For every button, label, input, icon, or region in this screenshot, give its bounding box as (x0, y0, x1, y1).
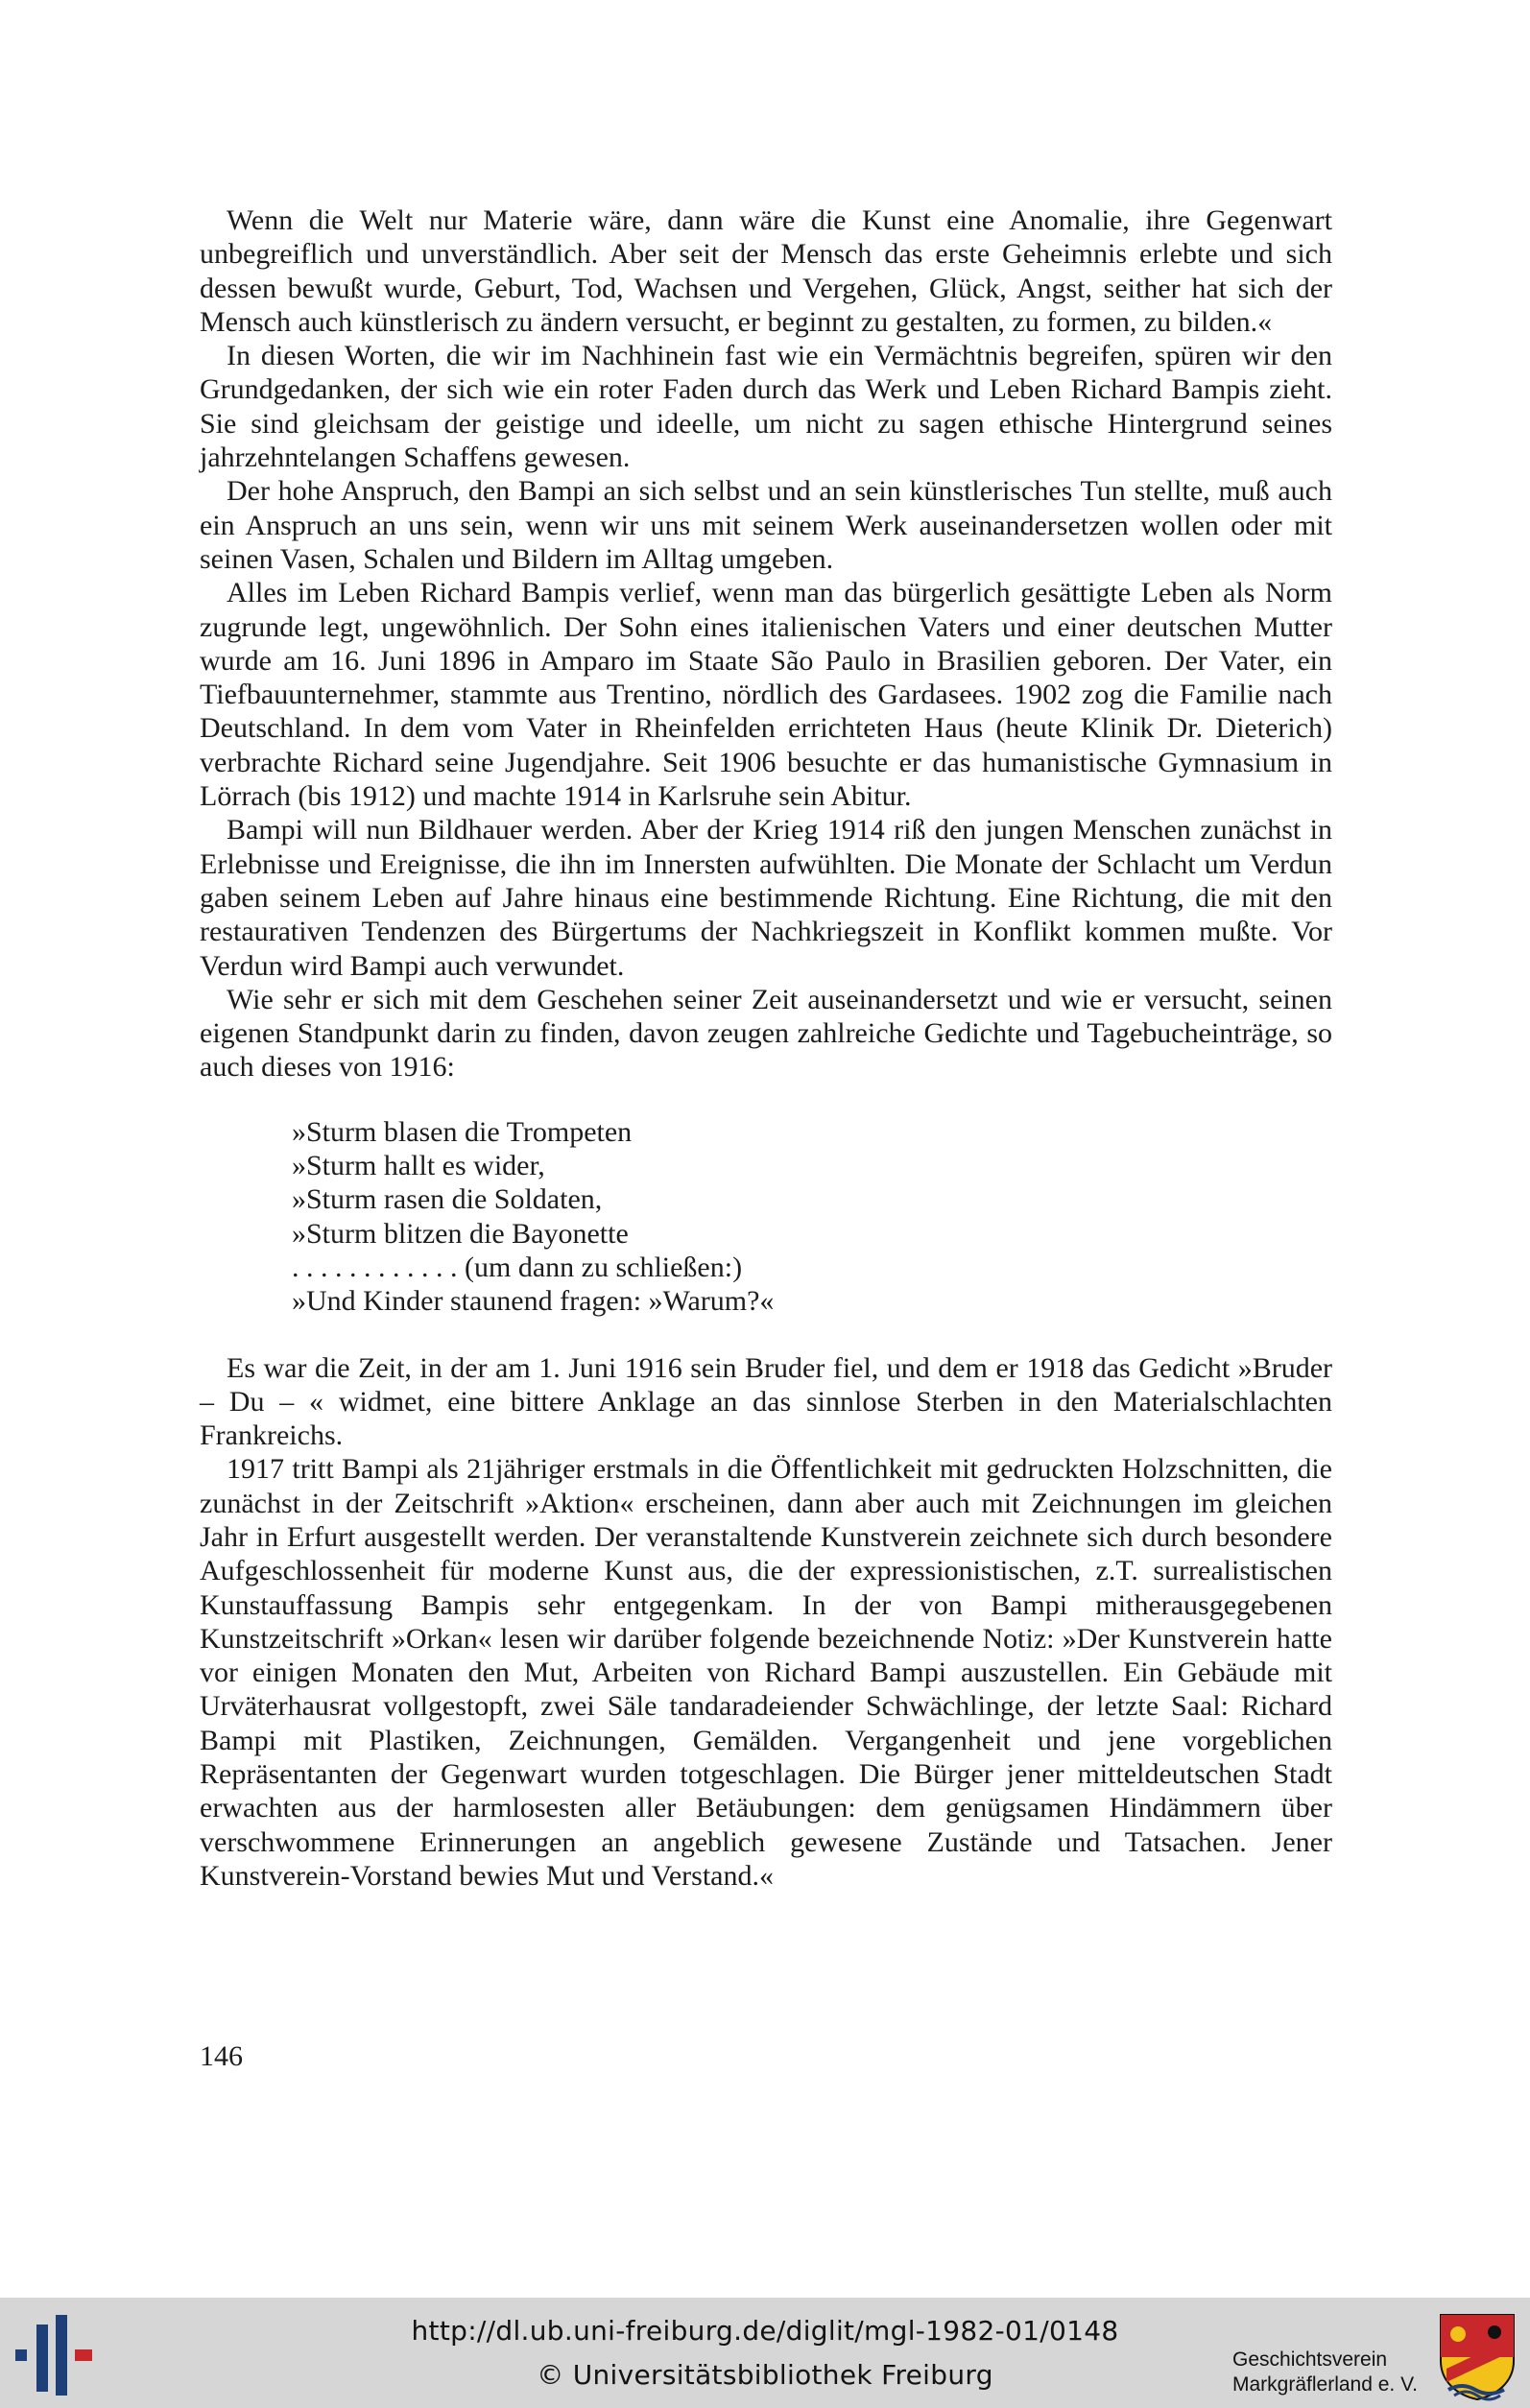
paragraph-6: Wie sehr er sich mit dem Geschehen seiner Zeit auseinandersetzt und wie er versucht, seinen eigenen Standpunkt darin zu finden, davon zeugen zahlreiche Gedichte und Tagebucheinträge, so auch dieses von 1916: (200, 983, 1332, 1084)
footer-bar (0, 2298, 1530, 2408)
footer-url-link[interactable]: http://dl.ub.uni-freiburg.de/diglit/mgl-1982-01/0148 (411, 2315, 1119, 2347)
society-name (1232, 2348, 1418, 2397)
paragraph-5: Bampi will nun Bildhauer werden. Aber der Krieg 1914 riß den jungen Menschen zunächst in Erlebnisse und Ereignisse, die ihn im Innersten aufwühlten. Die Monate der Schlacht um Verdun gaben seinem Leben auf Jahre hinaus eine bestimmende Richtung. Eine Richtung, die mit den restaurativen Tendenzen des Bürgertums der Nachkriegszeit in Konflikt kommen mußte. Vor Verdun wird Bampi auch verwundet. (200, 814, 1332, 982)
society-line-2: Markgräflerland e. V. (1232, 2373, 1418, 2396)
paragraph-4: Alles im Leben Richard Bampis verlief, wenn man das bürgerlich gesättigte Leben als Norm zugrunde legt, ungewöhnlich. Der Sohn eines italienischen Vaters und einer deutschen Mutter wurde am 16. Juni 1896 in Amparo im Staate São Paulo in Brasilien geboren. Der Vater, ein Tiefbauunternehmer, stammte aus Trentino, nördlich des Gardasees. 1902 zog die Familie nach Deutschland. In dem vom Vater in Rheinfelden errichteten Haus (heute Klinik Dr. Dieterich) verbrachte Richard seine Jugendjahre. Seit 1906 besuchte er das humanistische Gymnasium in Lörrach (bis 1912) und machte 1914 in Karlsruhe sein Abitur. (200, 577, 1332, 813)
poem (292, 1115, 1332, 1319)
coat-of-arms-shield (1437, 2311, 1518, 2401)
paragraph-8: 1917 tritt Bampi als 21jähriger erstmals in die Öffentlichkeit mit gedruckten Holzschnitten, die zunächst in der Zeitschrift »Aktion« erscheinen, dann aber auch mit Zeichnungen im gleichen Jahr in Erfurt ausgestellt werden. Der veranstaltende Kunstverein zeichnete sich durch besondere Aufgeschlossenheit für moderne Kunst aus, die der expressionistischen, z.T. surrealistischen Kunstauffassung Bampis sehr entgegenkam. In der von Bampi mitherausgegebenen Kunstzeitschrift »Orkan« lesen wir darüber folgende bezeichnende Notiz: »Der Kunstverein hatte vor einigen Monaten den Mut, Arbeiten von Richard Bampi auszustellen. Ein Gebäude mit Urväterhausrat vollgestopft, zwei Säle tandaradeiender Schwächlinge, der letzte Saal: Richard Bampi mit Plastiken, Zeichnungen, Gemälden. Vergangenheit und jene vorgeblichen Repräsentanten der Gegenwart wurden totgeschlagen. Die Bürger jener mitteldeutschen Stadt erwachten aus der harmlosesten aller Betäubungen: dem genügsamen Hindämmern über verschwommene Erinnerungen an angeblich gewesene Zustände und Tatsachen. Jener Kunstverein-Vorstand bewies Mut und Verstand.« (200, 1453, 1332, 1892)
body-text (200, 203, 1332, 1893)
paragraph-7: Es war die Zeit, in der am 1. Juni 1916 sein Bruder fiel, und dem er 1918 das Gedicht »Bruder – Du – « widmet, eine bittere Anklage an das sinnlose Sterben in den Materialschlachten Frankreichs. (200, 1351, 1332, 1452)
coat-of-arms-icon[interactable] (1437, 2311, 1518, 2401)
paragraph-2: In diesen Worten, die wir im Nachhinein fast wie ein Vermächtnis begreifen, spüren wir den Grundgedanken, der sich wie ein roter Faden durch das Werk und Leben Richard Bampis zieht. Sie sind gleichsam der geistige und ideelle, um nicht zu sagen ethische Hintergrund seines jahrzehntelangen Schaffens gewesen. (200, 340, 1332, 474)
poem-line-2: »Sturm hallt es wider, (292, 1150, 545, 1182)
paragraph-1: Wenn die Welt nur Materie wäre, dann wäre die Kunst eine Anomalie, ihre Gegenwart unbegreiflich und unverständlich. Aber seit der Mensch das erste Geheimnis erlebte und sich dessen bewußt wurde, Geburt, Tod, Wachsen und Vergehen, Glück, Angst, seither hat sich der Mensch auch künstlerisch zu ändern versucht, er beginnt zu gestalten, zu formen, zu bilden.« (200, 204, 1332, 338)
paragraph-3: Der hohe Anspruch, den Bampi an sich selbst und an sein künstlerisches Tun stellte, muß auch ein Anspruch an uns sein, wenn wir uns mit seinem Werk auseinandersetzen wollen oder mit seinen Vasen, Schalen und Bildern im Alltag umgeben. (200, 475, 1332, 575)
page-number: 146 (200, 2040, 243, 2072)
society-line-1: Geschichtsverein (1232, 2348, 1388, 2371)
poem-line-6: »Und Kinder staunend fragen: »Warum?« (292, 1285, 775, 1318)
poem-line-5: . . . . . . . . . . . . (um dann zu schließen:) (292, 1251, 743, 1283)
poem-line-3: »Sturm rasen die Soldaten, (292, 1183, 603, 1216)
poem-line-4: »Sturm blitzen die Bayonette (292, 1217, 629, 1250)
footer-copyright: © Universitätsbibliothek Freiburg (537, 2359, 993, 2391)
poem-line-1: »Sturm blasen die Trompeten (292, 1115, 633, 1148)
